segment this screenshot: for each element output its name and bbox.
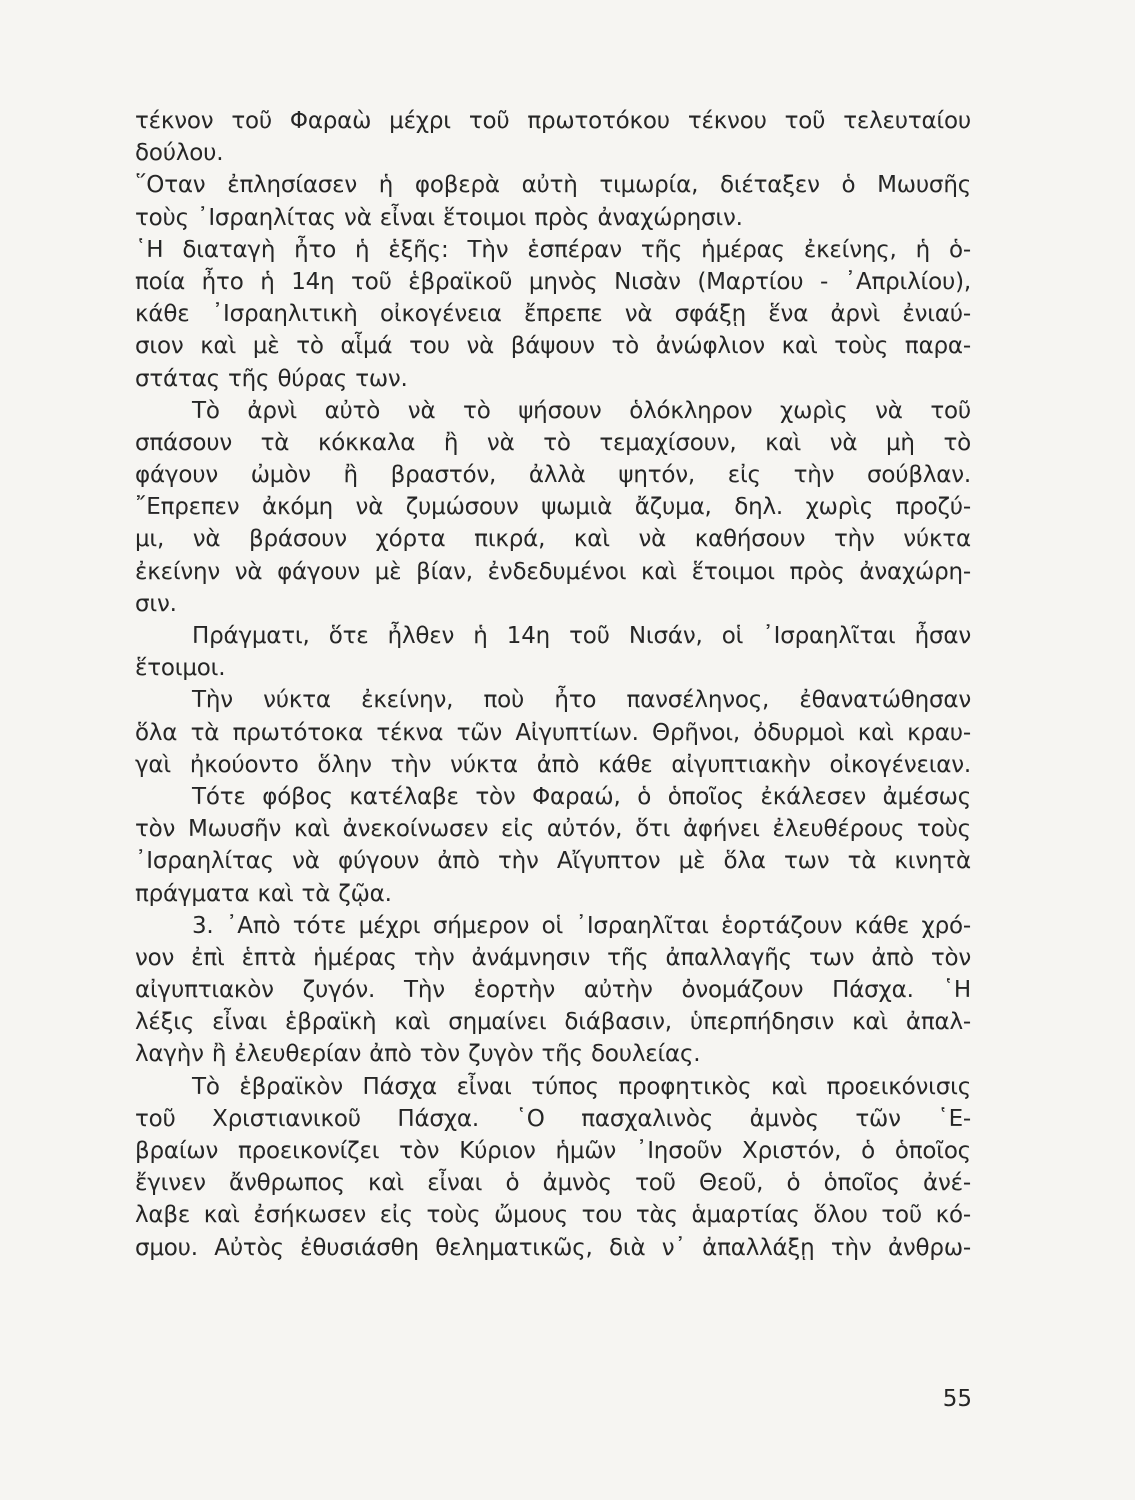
text-line-15: ἐκείνην νὰ φάγουν μὲ βίαν, ἐνδεδυμένοι καὶ ἕτοιμοι πρὸς ἀναχώρη- [135,558,971,585]
text-line-22: Τότε φόβος κατέλαβε τὸν Φαραώ, ὁ ὁποῖος ἐκάλεσεν ἀμέσως [192,783,971,810]
text-line-31: Τὸ ἑβραϊκὸν Πάσχα εἶναι τύπος προφητικὸς καὶ προεικόνισις [192,1073,971,1100]
text-line-14: μι, νὰ βράσουν χόρτα πικρά, καὶ νὰ καθήσουν τὴν νύκτα [135,526,971,553]
text-line-27: νον ἐπὶ ἑπτὰ ἡμέρας τὴν ἀνάμνησιν τῆς ἀπαλλαγῆς των ἀπὸ τὸν [135,944,971,971]
text-line-20: ὅλα τὰ πρωτότοκα τέκνα τῶν Αἰγυπτίων. Θρῆνοι, ὀδυρμοὶ καὶ κραυ- [135,719,971,746]
text-line-35: λαβε καὶ ἐσήκωσεν εἰς τοὺς ὤμους του τὰς ἁμαρτίας ὅλου τοῦ κό- [135,1202,971,1229]
text-line-10: Τὸ ἀρνὶ αὐτὸ νὰ τὸ ψήσουν ὁλόκληρον χωρὶς νὰ τοῦ [192,397,971,424]
text-line-11: σπάσουν τὰ κόκκαλα ἢ νὰ τὸ τεμαχίσουν, καὶ νὰ μὴ τὸ [135,429,971,456]
text-line-34: ἔγινεν ἄνθρωπος καὶ εἶναι ὁ ἀμνὸς τοῦ Θεοῦ, ὁ ὁποῖος ἀνέ- [135,1170,971,1197]
text-line-25: πράγματα καὶ τὰ ζῷα. [135,880,392,907]
text-line-29: λέξις εἶναι ἑβραϊκὴ καὶ σημαίνει διάβασιν, ὑπερπήδησιν καὶ ἀπαλ- [135,1009,971,1036]
text-line-32: τοῦ Χριστιανικοῦ Πάσχα. ῾Ο πασχαλινὸς ἀμνὸς τῶν ῾Ε- [135,1105,971,1132]
text-line-26: 3. ᾿Απὸ τότε μέχρι σήμερον οἱ ᾿Ισραηλῖται ἑορτάζουν κάθε χρό- [192,912,971,939]
text-line-1: τέκνον τοῦ Φαραὼ μέχρι τοῦ πρωτοτόκου τέκνου τοῦ τελευταίου [135,108,971,134]
text-line-2: δούλου. [135,140,224,167]
text-line-5: ῾Η διαταγὴ ἦτο ἡ ἑξῆς: Τὴν ἑσπέραν τῆς ἡμέρας ἐκείνης, ἡ ὁ- [135,236,971,263]
text-line-13: ῎Επρεπεν ἀκόμη νὰ ζυμώσουν ψωμιὰ ἄζυμα, δηλ. χωρὶς προζύ- [135,494,971,521]
text-line-6: ποία ἦτο ἡ 14η τοῦ ἑβραϊκοῦ μηνὸς Νισὰν (Μαρτίου - ᾿Απριλίου), [135,268,971,295]
text-line-23: τὸν Μωυσῆν καὶ ἀνεκοίνωσεν εἰς αὐτόν, ὅτι ἀφήνει ἐλευθέρους τοὺς [135,816,971,843]
text-line-3: ῞Οταν ἐπλησίασεν ἡ φοβερὰ αὐτὴ τιμωρία, διέταξεν ὁ Μωυσῆς [135,172,971,199]
text-line-7: κάθε ᾿Ισραηλιτικὴ οἰκογένεια ἔπρεπε νὰ σφάξῃ ἕνα ἀρνὶ ἐνιαύ- [135,301,971,328]
text-line-8: σιον καὶ μὲ τὸ αἷμά του νὰ βάψουν τὸ ἀνώφλιον καὶ τοὺς παρα- [135,333,971,360]
text-line-18: ἕτοιμοι. [135,655,226,682]
text-line-33: βραίων προεικονίζει τὸν Κύριον ἡμῶν ᾿Ιησοῦν Χριστόν, ὁ ὁποῖος [135,1138,971,1164]
text-line-30: λαγὴν ἢ ἐλευθερίαν ἀπὸ τὸν ζυγὸν τῆς δουλείας. [135,1041,701,1068]
text-line-19: Τὴν νύκτα ἐκείνην, ποὺ ἦτο πανσέληνος, ἐθανατώθησαν [192,687,971,714]
text-line-16: σιν. [135,590,177,617]
page-number: 55 [942,1386,972,1412]
text-line-24: ᾿Ισραηλίτας νὰ φύγουν ἀπὸ τὴν Αἴγυπτον μὲ ὅλα των τὰ κινητὰ [135,848,971,875]
text-line-9: στάτας τῆς θύρας των. [135,365,408,392]
text-line-36: σμου. Αὐτὸς ἐθυσιάσθη θεληματικῶς, διὰ ν᾿ ἀπαλλάξῃ τὴν ἀνθρω- [135,1234,971,1261]
text-line-17: Πράγματι, ὅτε ἦλθεν ἡ 14η τοῦ Νισάν, οἱ ᾿Ισραηλῖται ἦσαν [192,623,971,649]
text-line-28: αἰγυπτιακὸν ζυγόν. Τὴν ἑορτὴν αὐτὴν ὀνομάζουν Πάσχα. ῾Η [135,977,971,1004]
text-line-12: φάγουν ὠμὸν ἢ βραστόν, ἀλλὰ ψητόν, εἰς τὴν σούβλαν. [135,462,971,489]
page-body [135,105,971,1264]
text-line-4: τοὺς ᾿Ισραηλίτας νὰ εἶναι ἕτοιμοι πρὸς ἀναχώρησιν. [135,204,743,231]
text-line-21: γαὶ ἠκούοντο ὅλην τὴν νύκτα ἀπὸ κάθε αἰγυπτιακὴν οἰκογένειαν. [135,751,971,778]
